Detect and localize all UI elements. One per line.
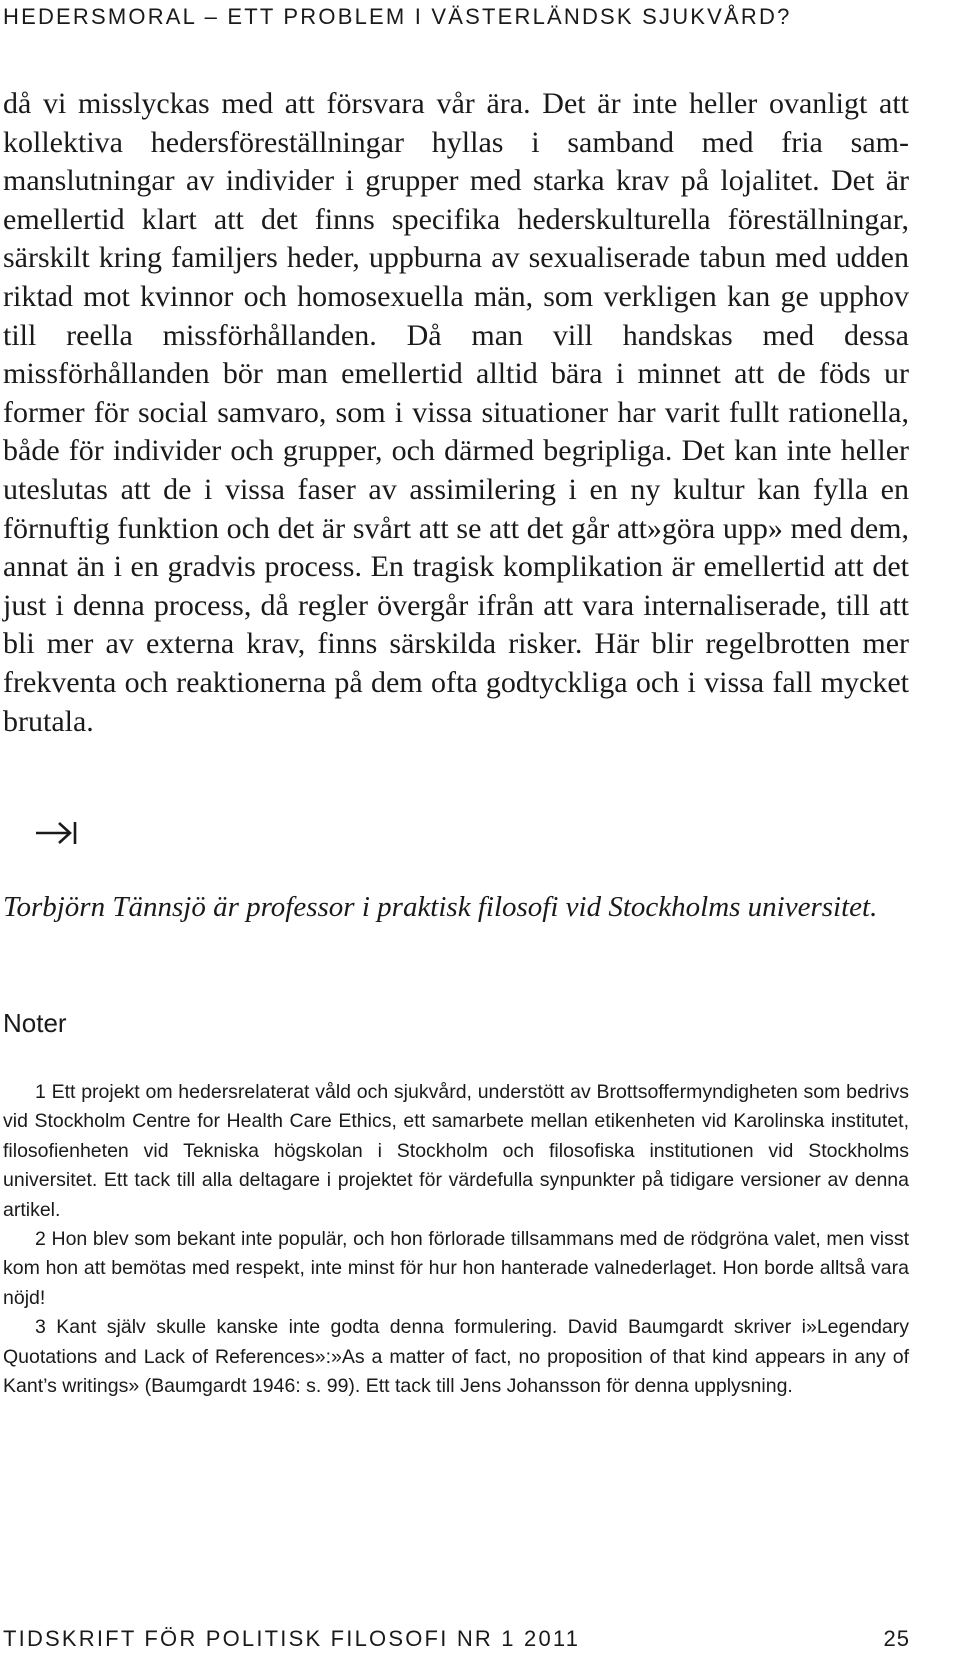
page-number: 25 [883, 1626, 910, 1651]
running-head: HEDERSMORAL – ETT PROBLEM I VÄSTERLÄNDSK SJUKVÅRD? [3, 4, 792, 29]
footnote-1: 1 Ett projekt om hedersrelaterat våld och sjukvård, understött av Brottsoffermyndigheten som bedrivs vid Stockholm Centre for Health Care Ethics, ett samarbete mellan etikenheten vid Karolinska institutet, filosofienheten vid Tekniska högskolan i Stockholm och filosofiska institutionen vid Stockholms universitet. Ett tack till alla deltagare i projektet för värdefulla synpunkter på tidigare versioner av denna artikel. [3, 1081, 909, 1221]
notes-list [3, 1078, 909, 1401]
footnote-2: 2 Hon blev som bekant inte populär, och hon förlorade tillsammans med de rödgröna valet, men visst kom hon att bemötas med respekt, inte minst för hur hon hanterade valnederlaget. Hon borde alltså vara nöjd! [3, 1228, 909, 1309]
author-note: Torbjörn Tännsjö är professor i praktisk filosofi vid Stockholms universitet. [3, 891, 878, 923]
body-paragraph: då vi misslyckas med att försvara vår ära. Det är inte heller ovanligt att kollektiva hedersföreställningar hyllas i samband med fria sammanslutningar av individer i grupper med starka krav på lojalitet. Det är emellertid klart att det finns specifika hederskulturella föreställningar, särskilt kring familjers heder, uppburna av sexualiserade tabun med udden riktad mot kvinnor och homosexuella män, som verkligen kan ge upphov till reella missförhållanden. Då man vill handskas med dessa missförhållanden bör man emellertid alltid bära i minnet att de föds ur former för social samvaro, som i vissa situationer har varit fullt rationella, både för individer och grupper, och därmed begripliga. Det kan inte heller uteslutas att de i vissa faser av assimilering i en ny kultur kan fylla en förnuftig funktion och det är svårt att se att det går att»göra upp» med dem, annat än i en gradvis process. En tragisk komplikation är emellertid att det just i denna process, då regler övergår ifrån att vara internaliserade, till att bli mer av externa krav, finns särskilda risker. Här blir regelbrotten mer frekventa och reaktionerna på dem ofta godtyckliga och i vissa fall mycket brutala. [3, 87, 909, 738]
notes-heading: Noter [3, 1008, 67, 1038]
end-of-article-arrow-icon [34, 818, 80, 848]
footnote-3: 3 Kant själv skulle kanske inte godta denna formulering. David Baumgardt skriver i»Legendary Quotations and Lack of References»:»As a matter of fact, no proposition of that kind appears in any of Kant’s writings» (Baumgardt 1946: s. 99). Ett tack till Jens Johansson för denna upplysning. [3, 1316, 909, 1398]
footer-journal-title: TIDSKRIFT FÖR POLITISK FILOSOFI NR 1 2011 [3, 1626, 581, 1651]
